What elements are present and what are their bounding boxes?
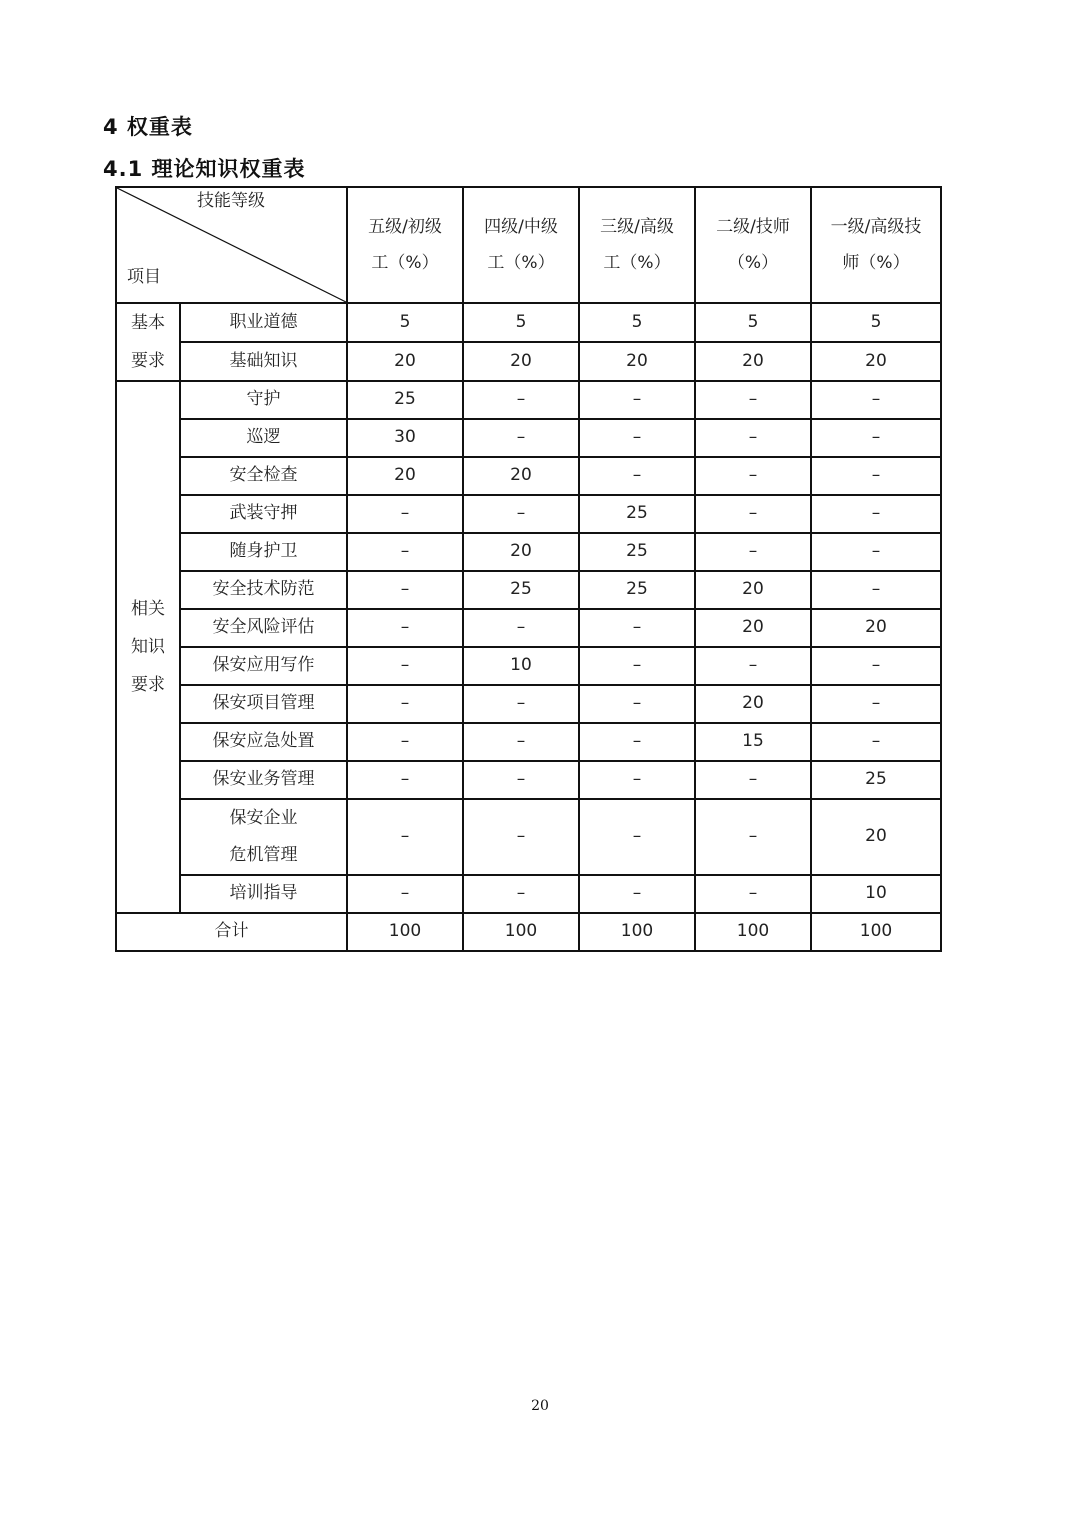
- value-cell: 100: [695, 913, 811, 951]
- corner-top-label: 技能等级: [197, 191, 265, 211]
- value-cell: –: [579, 609, 695, 647]
- corner-header: [116, 187, 347, 303]
- value-cell: 5: [695, 303, 811, 342]
- group-related: 相关 知识 要求: [116, 381, 180, 913]
- value-cell: 100: [579, 913, 695, 951]
- value-cell: –: [347, 609, 463, 647]
- value-cell: –: [695, 647, 811, 685]
- item-cell: 保安企业 危机管理: [180, 799, 347, 875]
- table-row: [116, 533, 941, 571]
- value-cell: –: [463, 419, 579, 457]
- table-row: [116, 381, 941, 419]
- value-cell: –: [347, 685, 463, 723]
- weight-table: [115, 186, 942, 952]
- value-cell: –: [579, 381, 695, 419]
- item-cell: 保安应用写作: [180, 647, 347, 685]
- value-cell: 20: [463, 533, 579, 571]
- value-cell: 10: [811, 875, 941, 913]
- corner-bottom-label: 项目: [127, 267, 161, 288]
- level-header: 四级/中级 工（%）: [463, 187, 579, 303]
- table-row: [116, 685, 941, 723]
- value-cell: –: [695, 533, 811, 571]
- value-cell: –: [463, 875, 579, 913]
- table-row: [116, 647, 941, 685]
- value-cell: 5: [811, 303, 941, 342]
- table-row: [116, 761, 941, 799]
- value-cell: 25: [463, 571, 579, 609]
- header-row: [116, 187, 941, 303]
- table-row: [116, 609, 941, 647]
- value-cell: –: [347, 799, 463, 875]
- value-cell: 25: [579, 571, 695, 609]
- value-cell: –: [579, 723, 695, 761]
- total-row: [116, 913, 941, 951]
- value-cell: –: [463, 799, 579, 875]
- item-cell: 基础知识: [180, 342, 347, 381]
- value-cell: 20: [695, 571, 811, 609]
- value-cell: 20: [811, 799, 941, 875]
- value-cell: –: [579, 875, 695, 913]
- item-cell: 安全风险评估: [180, 609, 347, 647]
- value-cell: 20: [463, 342, 579, 381]
- value-cell: –: [811, 533, 941, 571]
- value-cell: 20: [695, 342, 811, 381]
- table-row: [116, 457, 941, 495]
- value-cell: –: [463, 685, 579, 723]
- value-cell: 20: [811, 609, 941, 647]
- item-cell: 保安业务管理: [180, 761, 347, 799]
- item-cell: 守护: [180, 381, 347, 419]
- group-basic: 基本 要求: [116, 303, 180, 381]
- value-cell: –: [463, 609, 579, 647]
- table-row: [116, 342, 941, 381]
- value-cell: –: [579, 419, 695, 457]
- level-header: 三级/高级 工（%）: [579, 187, 695, 303]
- value-cell: –: [695, 799, 811, 875]
- item-cell: 保安项目管理: [180, 685, 347, 723]
- value-cell: –: [811, 381, 941, 419]
- value-cell: 25: [347, 381, 463, 419]
- level-header: 一级/高级技 师（%）: [811, 187, 941, 303]
- value-cell: 15: [695, 723, 811, 761]
- value-cell: –: [463, 495, 579, 533]
- value-cell: –: [811, 419, 941, 457]
- value-cell: –: [463, 761, 579, 799]
- value-cell: –: [811, 685, 941, 723]
- value-cell: –: [347, 875, 463, 913]
- value-cell: –: [579, 647, 695, 685]
- value-cell: –: [811, 457, 941, 495]
- page-number: 20: [531, 1398, 549, 1414]
- item-cell: 巡逻: [180, 419, 347, 457]
- value-cell: –: [347, 533, 463, 571]
- value-cell: 25: [579, 495, 695, 533]
- value-cell: 20: [695, 609, 811, 647]
- value-cell: 20: [463, 457, 579, 495]
- item-cell: 培训指导: [180, 875, 347, 913]
- value-cell: 5: [347, 303, 463, 342]
- value-cell: –: [347, 495, 463, 533]
- value-cell: 25: [811, 761, 941, 799]
- value-cell: 20: [695, 685, 811, 723]
- value-cell: 20: [347, 457, 463, 495]
- table-row: [116, 419, 941, 457]
- value-cell: –: [811, 723, 941, 761]
- value-cell: 20: [579, 342, 695, 381]
- value-cell: –: [347, 761, 463, 799]
- value-cell: –: [347, 723, 463, 761]
- value-cell: –: [463, 381, 579, 419]
- value-cell: –: [579, 799, 695, 875]
- item-cell: 职业道德: [180, 303, 347, 342]
- table-row: [116, 571, 941, 609]
- value-cell: –: [695, 495, 811, 533]
- item-cell: 武装守押: [180, 495, 347, 533]
- value-cell: –: [695, 761, 811, 799]
- value-cell: –: [811, 647, 941, 685]
- level-header: 二级/技师 （%）: [695, 187, 811, 303]
- value-cell: –: [695, 457, 811, 495]
- value-cell: –: [347, 647, 463, 685]
- value-cell: –: [463, 723, 579, 761]
- value-cell: –: [695, 875, 811, 913]
- value-cell: 100: [347, 913, 463, 951]
- value-cell: –: [695, 419, 811, 457]
- value-cell: –: [347, 571, 463, 609]
- section-heading: 4 权重表: [103, 115, 193, 139]
- value-cell: 20: [811, 342, 941, 381]
- table-row: [116, 303, 941, 342]
- item-cell: 安全检查: [180, 457, 347, 495]
- value-cell: –: [579, 685, 695, 723]
- value-cell: 30: [347, 419, 463, 457]
- value-cell: 20: [347, 342, 463, 381]
- table-row: [116, 723, 941, 761]
- table-row: [116, 875, 941, 913]
- value-cell: –: [811, 495, 941, 533]
- value-cell: –: [695, 381, 811, 419]
- value-cell: –: [579, 457, 695, 495]
- value-cell: –: [811, 571, 941, 609]
- value-cell: 5: [463, 303, 579, 342]
- total-label: 合计: [116, 913, 347, 951]
- value-cell: 5: [579, 303, 695, 342]
- value-cell: 100: [811, 913, 941, 951]
- value-cell: 10: [463, 647, 579, 685]
- item-cell: 保安应急处置: [180, 723, 347, 761]
- table-row: [116, 495, 941, 533]
- item-cell: 随身护卫: [180, 533, 347, 571]
- value-cell: –: [579, 761, 695, 799]
- value-cell: 25: [579, 533, 695, 571]
- level-header: 五级/初级 工（%）: [347, 187, 463, 303]
- subsection-heading: 4.1 理论知识权重表: [103, 157, 306, 181]
- table-row: [116, 799, 941, 875]
- value-cell: 100: [463, 913, 579, 951]
- item-cell: 安全技术防范: [180, 571, 347, 609]
